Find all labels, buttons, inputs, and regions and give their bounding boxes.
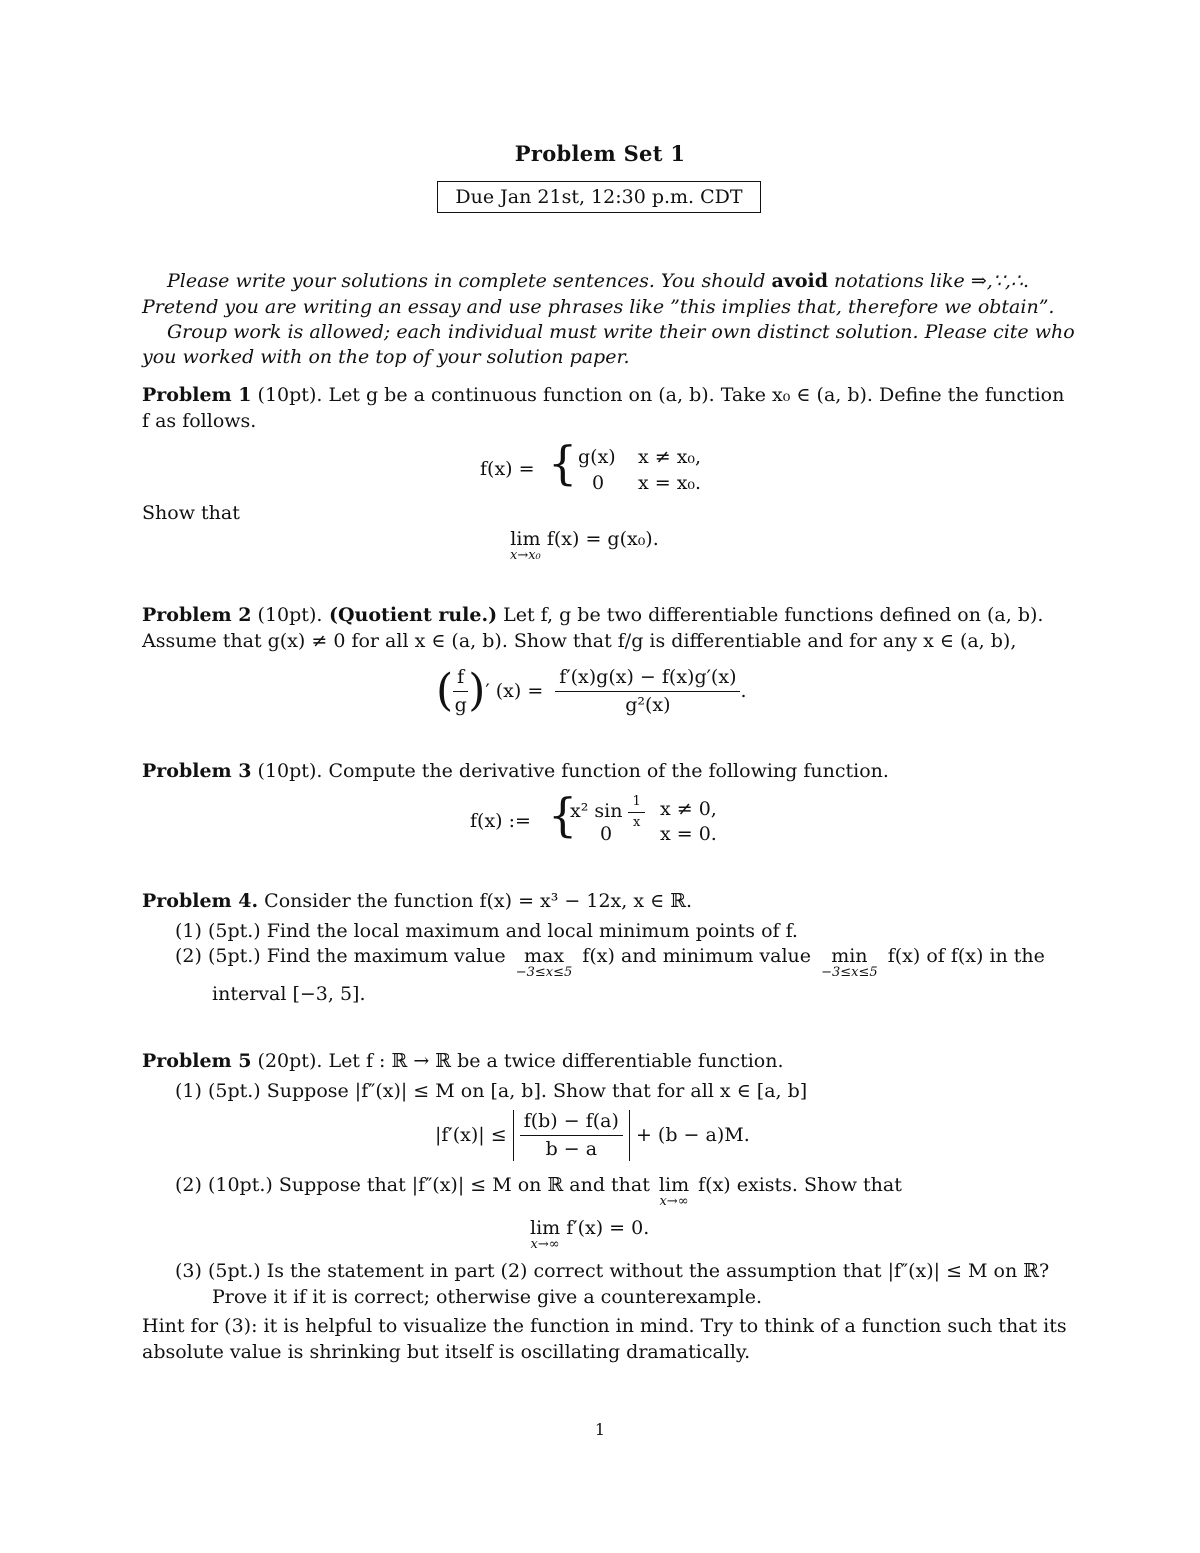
problem-1-text-2: f as follows. [142, 410, 257, 432]
problem-5-points: (20pt). [251, 1050, 323, 1072]
problem-4-part-1: (1) (5pt.) Find the local maximum and local minimum points of f. [175, 920, 798, 942]
problem-1-show-that: Show that [142, 502, 240, 524]
problem-3-heading: Problem 3 [142, 760, 252, 782]
problem-4-part-2: (2) (5pt.) Find the maximum value max −3≤x≤5 f(x) and minimum value min −3≤x≤5 f(x) of f(x) in the [175, 945, 1045, 980]
problem-2-text-2: Assume that g(x) ≠ 0 for all x ∈ (a, b). Show that f/g is differentiable and for any x ∈ (a, b), [142, 630, 1017, 652]
intro-line-1 [167, 270, 1029, 293]
problem-3-small-fraction: $\frac{1}{x}$ [628, 794, 644, 830]
problem-3-points: (10pt). [251, 760, 323, 782]
problem-3-case-1-condition: x ≠ 0, [660, 798, 717, 820]
problem-2-formula: ( $\frac{f}{g}$ )′ (x) = $\frac{f'(x)g(x) - f(x)g'(x)}{\text{g²(x)}}$ . [436, 665, 747, 716]
problem-2-subtitle: (Quotient rule.) [322, 604, 498, 626]
due-date-box: Due Jan 21st, 12:30 p.m. CDT [437, 181, 761, 213]
intro-avoid-word: avoid [771, 270, 829, 292]
problem-5-inequality: |f′(x)| ≤ $\frac{f(b) - f(a)}{b - a}$ + (b − a)M. [435, 1110, 750, 1160]
problem-4-heading: Problem 4. [142, 890, 259, 912]
problem-2-lhs-fraction: $\frac{f}{g}$ [454, 666, 467, 716]
intro-line-1b: notations like ⇒,∵,∴. [828, 270, 1030, 292]
problem-4-text-1: Consider the function f(x) = x³ − 12x, x ∈ ℝ. [258, 890, 693, 912]
page-number: 1 [594, 1420, 606, 1439]
hint-line-2: absolute value is shrinking but itself is oscillating dramatically. [142, 1341, 751, 1363]
problem-5-limit-operator-2: lim x→∞ [530, 1217, 561, 1252]
problem-1-case-1-value: g(x) [578, 446, 616, 468]
problem-3-case-2-condition: x = 0. [660, 823, 717, 845]
problem-2-heading: Problem 2 [142, 604, 252, 626]
problem-2-line-1 [142, 604, 1043, 627]
problem-1-brace: { [548, 436, 578, 490]
problem-5-part-1: (1) (5pt.) Suppose |f″(x)| ≤ M on [a, b]. Show that for all x ∈ [a, b] [175, 1080, 808, 1102]
intro-line-2: Pretend you are writing an essay and use phrases like ”this implies that, therefore we obtain”. [142, 296, 1055, 318]
problem-2-text-1: Let f, g be two differentiable functions defined on (a, b). [497, 604, 1044, 626]
problem-1-limit [510, 528, 659, 563]
problem-5-text-1: Let f : ℝ → ℝ be a twice differentiable function. [322, 1050, 784, 1072]
intro-line-4: you worked with on the top of your solution paper. [142, 346, 630, 368]
problem-3-def-lhs: f(x) := [470, 810, 531, 832]
intro-line-1a: Please write your solutions in complete sentences. You should [167, 270, 772, 292]
problem-5-part-3-cont: Prove it if it is correct; otherwise give a counterexample. [212, 1286, 763, 1308]
problem-5-abs-fraction: $\frac{f(b) - f(a)}{b - a}$ [513, 1110, 630, 1161]
problem-5-limit-result: lim x→∞ f′(x) = 0. [530, 1217, 650, 1252]
problem-1-points: (10pt). [251, 384, 323, 406]
problem-3-case-2-value: 0 [600, 823, 613, 845]
problem-5-limit-operator: lim x→∞ [658, 1174, 690, 1209]
problem-2-points: (10pt). [251, 604, 323, 626]
problem-1-heading: Problem 1 [142, 384, 252, 406]
problem-1-def-lhs: f(x) = [480, 458, 535, 480]
problem-1-line-1 [142, 384, 1064, 407]
problem-5-part-2: (2) (10pt.) Suppose that |f″(x)| ≤ M on ℝ and that lim x→∞ f(x) exists. Show that [175, 1174, 902, 1209]
problem-4-line-1 [142, 890, 692, 913]
problem-1-text-1: Let g be a continuous function on (a, b). Take x₀ ∈ (a, b). Define the function [322, 384, 1065, 406]
problem-2-rhs-fraction: $\frac{f'(x)g(x) - f(x)g'(x)}{\text{g²(x)}}$ [555, 666, 740, 717]
problem-3-line-1 [142, 760, 889, 783]
problem-4-min-operator: min −3≤x≤5 [821, 945, 878, 980]
problem-1-case-1-condition: x ≠ x₀, [638, 446, 702, 468]
hint-line-1: Hint for (3): it is helpful to visualize the function in mind. Try to think of a function such that its [142, 1315, 1067, 1337]
problem-1-limit-expression: f(x) = g(x₀). [546, 528, 659, 550]
problem-2-lhs-tail: ′ (x) = [485, 680, 544, 702]
problem-5-part-3: (3) (5pt.) Is the statement in part (2) correct without the assumption that |f″(x)| ≤ M on ℝ? [175, 1260, 1050, 1282]
problem-1-limit-operator: lim x→x₀ [510, 528, 541, 563]
problem-5-heading: Problem 5 [142, 1050, 252, 1072]
intro-line-3: Group work is allowed; each individual must write their own distinct solution. Please cite who [167, 321, 1075, 343]
problem-1-case-2-value: 0 [592, 472, 605, 494]
problem-3-text-1: Compute the derivative function of the following function. [322, 760, 889, 782]
problem-3-brace: { [548, 788, 578, 842]
problem-5-line-1 [142, 1050, 784, 1073]
page-title: Problem Set 1 [514, 141, 686, 166]
problem-3-case-1-value: x² sin $\frac{1}{x}$ [570, 794, 645, 830]
problem-4-part-2-interval: interval [−3, 5]. [212, 983, 366, 1005]
problem-1-case-2-condition: x = x₀. [638, 472, 702, 494]
problem-4-max-operator: max −3≤x≤5 [515, 945, 573, 980]
